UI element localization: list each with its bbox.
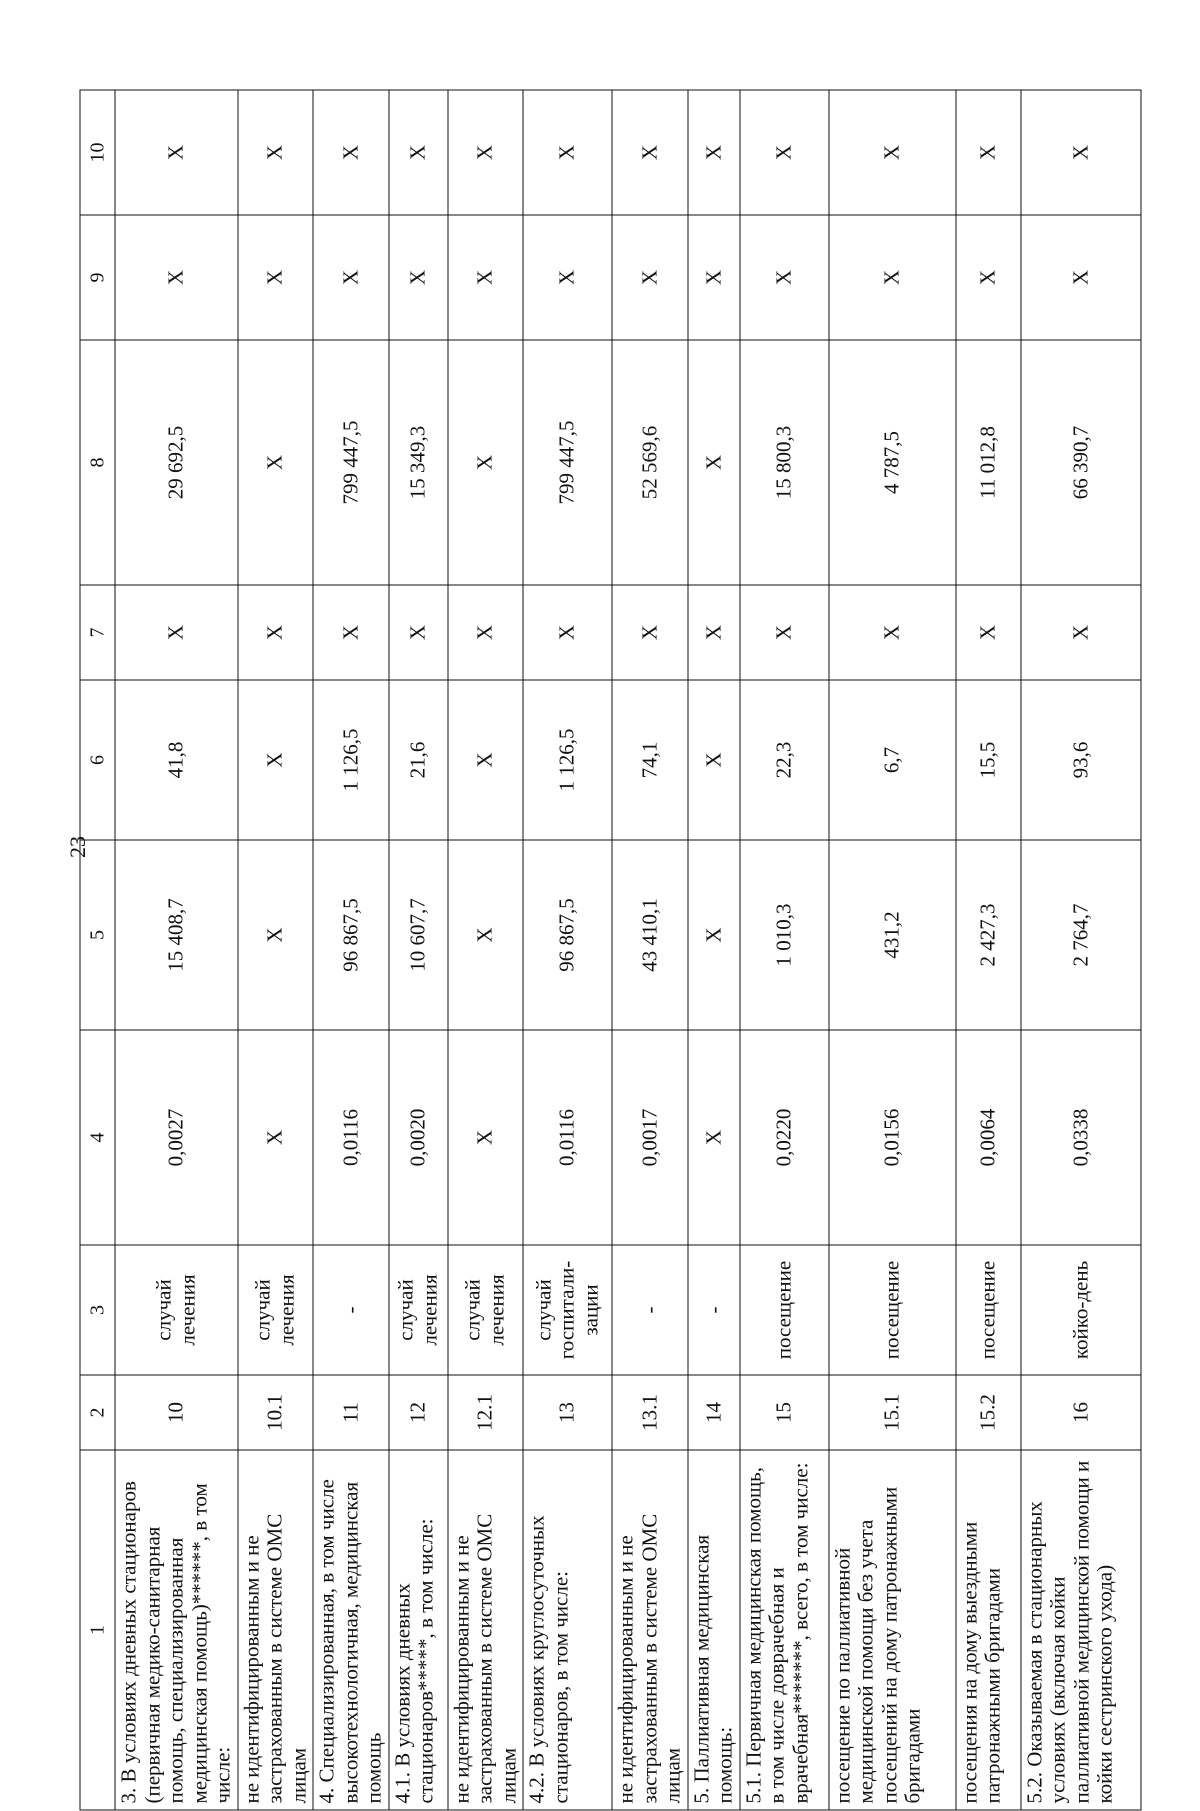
table-cell: X — [1021, 215, 1141, 340]
table-cell: 29 692,5 — [115, 340, 238, 585]
table-cell: 0,0064 — [956, 1030, 1021, 1245]
table-cell: X — [740, 215, 829, 340]
table-cell: 16 — [1021, 1375, 1141, 1450]
row-label-cell: 5.2. Оказываемая в стационарных условиях (включая койки паллиативной медицинской помощи и койки сестринского ухода) — [1021, 1450, 1141, 1810]
table-cell: 0,0156 — [829, 1030, 956, 1245]
table-row — [448, 90, 524, 1810]
table-cell: 15 408,7 — [115, 840, 238, 1030]
table-row — [313, 90, 389, 1810]
table-cell: X — [523, 215, 612, 340]
table-cell: 0,0116 — [523, 1030, 612, 1245]
table-cell: X — [313, 585, 389, 680]
column-number-cell: 3 — [80, 1245, 115, 1375]
table-cell: X — [448, 585, 524, 680]
table-cell: 15 349,3 — [389, 340, 448, 585]
table-cell: 66 390,7 — [1021, 340, 1141, 585]
table-cell: X — [956, 90, 1021, 215]
table-cell: X — [612, 90, 688, 215]
table-cell: X — [238, 585, 314, 680]
table-cell: X — [956, 215, 1021, 340]
row-label-cell: не идентифицированным и не застрахованным в системе ОМС лицам — [238, 1450, 314, 1810]
row-label-cell: посещения на дому выездными патронажными бригадами — [956, 1450, 1021, 1810]
header-row — [80, 90, 115, 1810]
table-cell: посещение — [956, 1245, 1021, 1375]
row-label-cell: 4. Специализированная, в том числе высокотехнологичная, медицинская помощь — [313, 1450, 389, 1810]
table-cell: X — [688, 840, 740, 1030]
table-row — [688, 90, 740, 1810]
table-cell: 1 126,5 — [523, 680, 612, 840]
table-cell: X — [115, 90, 238, 215]
table-row — [238, 90, 314, 1810]
table-cell: X — [448, 340, 524, 585]
column-number-cell: 1 — [80, 1450, 115, 1810]
table-cell: - — [313, 1245, 389, 1375]
table-row — [740, 90, 829, 1810]
row-label-cell: 4.2. В условиях круглосуточных стационаров, в том числе: — [523, 1450, 612, 1810]
table-cell: 10.1 — [238, 1375, 314, 1450]
table-cell: 15,5 — [956, 680, 1021, 840]
table-cell: X — [238, 1030, 314, 1245]
table-cell: 96 867,5 — [313, 840, 389, 1030]
table-cell: X — [238, 680, 314, 840]
table-cell: X — [829, 90, 956, 215]
table-cell: X — [956, 585, 1021, 680]
table-cell: случай лечения — [115, 1245, 238, 1375]
table-cell: 431,2 — [829, 840, 956, 1030]
table-cell: 2 764,7 — [1021, 840, 1141, 1030]
data-table — [80, 90, 1142, 1811]
column-number-cell: 4 — [80, 1030, 115, 1245]
table-cell: 15.1 — [829, 1375, 956, 1450]
column-number-cell: 2 — [80, 1375, 115, 1450]
table-cell: X — [448, 90, 524, 215]
table-row — [1021, 90, 1141, 1810]
table-cell: 11 — [313, 1375, 389, 1450]
table-cell: 52 569,6 — [612, 340, 688, 585]
column-number-cell: 7 — [80, 585, 115, 680]
table-cell: 74,1 — [612, 680, 688, 840]
table-cell: 0,0017 — [612, 1030, 688, 1245]
table-cell: X — [688, 215, 740, 340]
table-cell: 799 447,5 — [523, 340, 612, 585]
table-cell: X — [448, 680, 524, 840]
table-cell: посещение — [740, 1245, 829, 1375]
rotated-table-container — [80, 91, 1117, 1811]
column-number-cell: 5 — [80, 840, 115, 1030]
table-cell: 43 410,1 — [612, 840, 688, 1030]
row-label-cell: 5.1. Первичная медицинская помощь, в том числе доврачебная и врачебная*******, всего, в том числе: — [740, 1450, 829, 1810]
table-cell: 15.2 — [956, 1375, 1021, 1450]
column-number-cell: 6 — [80, 680, 115, 840]
table-cell: X — [829, 215, 956, 340]
table-cell: 0,0027 — [115, 1030, 238, 1245]
table-cell: X — [1021, 90, 1141, 215]
table-cell: X — [238, 90, 314, 215]
table-cell: X — [523, 585, 612, 680]
table-row — [115, 90, 238, 1810]
table-cell: 11 012,8 — [956, 340, 1021, 585]
table-cell: 1 010,3 — [740, 840, 829, 1030]
table-cell: X — [448, 840, 524, 1030]
table-cell: X — [612, 585, 688, 680]
row-label-cell: 3. В условиях дневных стационаров (первичная медико-санитарная помощь, специализированная медицинская помощь)******, в том числе: — [115, 1450, 238, 1810]
table-cell: койко-день — [1021, 1245, 1141, 1375]
table-cell: 4 787,5 — [829, 340, 956, 585]
table-cell: X — [448, 1030, 524, 1245]
table-cell: X — [1021, 585, 1141, 680]
column-number-cell: 8 — [80, 340, 115, 585]
row-label-cell: 4.1. В условиях дневных стационаров*****, в том числе: — [389, 1450, 448, 1810]
row-label-cell: посещение по паллиативной медицинской помощи без учета посещений на дому патронажными бригадами — [829, 1450, 956, 1810]
table-cell: 14 — [688, 1375, 740, 1450]
table-cell: 1 126,5 — [313, 680, 389, 840]
table-cell: - — [612, 1245, 688, 1375]
table-cell: случай лечения — [448, 1245, 524, 1375]
table-cell: 13.1 — [612, 1375, 688, 1450]
table-row — [612, 90, 688, 1810]
row-label-cell: 5. Паллиативная медицинская помощь: — [688, 1450, 740, 1810]
table-cell: 0,0338 — [1021, 1030, 1141, 1245]
table-cell: X — [688, 680, 740, 840]
table-cell: X — [238, 840, 314, 1030]
page-number: 23 — [65, 836, 90, 858]
table-cell: X — [612, 215, 688, 340]
table-cell: X — [389, 90, 448, 215]
table-cell: 0,0020 — [389, 1030, 448, 1245]
table-cell: 10 607,7 — [389, 840, 448, 1030]
table-cell: X — [523, 90, 612, 215]
table-cell: X — [238, 340, 314, 585]
column-number-cell: 9 — [80, 215, 115, 340]
table-row — [829, 90, 956, 1810]
table-cell: 96 867,5 — [523, 840, 612, 1030]
table-row — [389, 90, 448, 1810]
table-cell: 12.1 — [448, 1375, 524, 1450]
table-cell: 6,7 — [829, 680, 956, 840]
table-cell: 0,0116 — [313, 1030, 389, 1245]
table-cell: 10 — [115, 1375, 238, 1450]
table-cell: X — [238, 215, 314, 340]
table-cell: 93,6 — [1021, 680, 1141, 840]
table-row — [956, 90, 1021, 1810]
table-cell: X — [313, 90, 389, 215]
table-cell: 41,8 — [115, 680, 238, 840]
table-cell: случай госпитали-зации — [523, 1245, 612, 1375]
table-cell: X — [688, 90, 740, 215]
table-cell: посещение — [829, 1245, 956, 1375]
table-cell: 22,3 — [740, 680, 829, 840]
table-cell: 13 — [523, 1375, 612, 1450]
table-cell: 15 — [740, 1375, 829, 1450]
table-cell: X — [740, 585, 829, 680]
table-cell: 799 447,5 — [313, 340, 389, 585]
table-cell: 15 800,3 — [740, 340, 829, 585]
column-number-cell: 10 — [80, 90, 115, 215]
table-cell: X — [829, 585, 956, 680]
row-label-cell: не идентифицированным и не застрахованным в системе ОМС лицам — [448, 1450, 524, 1810]
table-cell: X — [115, 215, 238, 340]
table-cell: X — [389, 585, 448, 680]
table-cell: случай лечения — [389, 1245, 448, 1375]
table-cell: X — [740, 90, 829, 215]
table-cell: - — [688, 1245, 740, 1375]
table-cell: 21,6 — [389, 680, 448, 840]
table-cell: X — [313, 215, 389, 340]
table-cell: X — [389, 215, 448, 340]
table-cell: 0,0220 — [740, 1030, 829, 1245]
table-cell: X — [448, 215, 524, 340]
table-cell: X — [688, 1030, 740, 1245]
table-cell: X — [115, 585, 238, 680]
table-cell: случай лечения — [238, 1245, 314, 1375]
table-row — [523, 90, 612, 1810]
table-cell: 2 427,3 — [956, 840, 1021, 1030]
row-label-cell: не идентифицированным и не застрахованным в системе ОМС лицам — [612, 1450, 688, 1810]
table-cell: X — [688, 340, 740, 585]
table-cell: 12 — [389, 1375, 448, 1450]
table-cell: X — [688, 585, 740, 680]
